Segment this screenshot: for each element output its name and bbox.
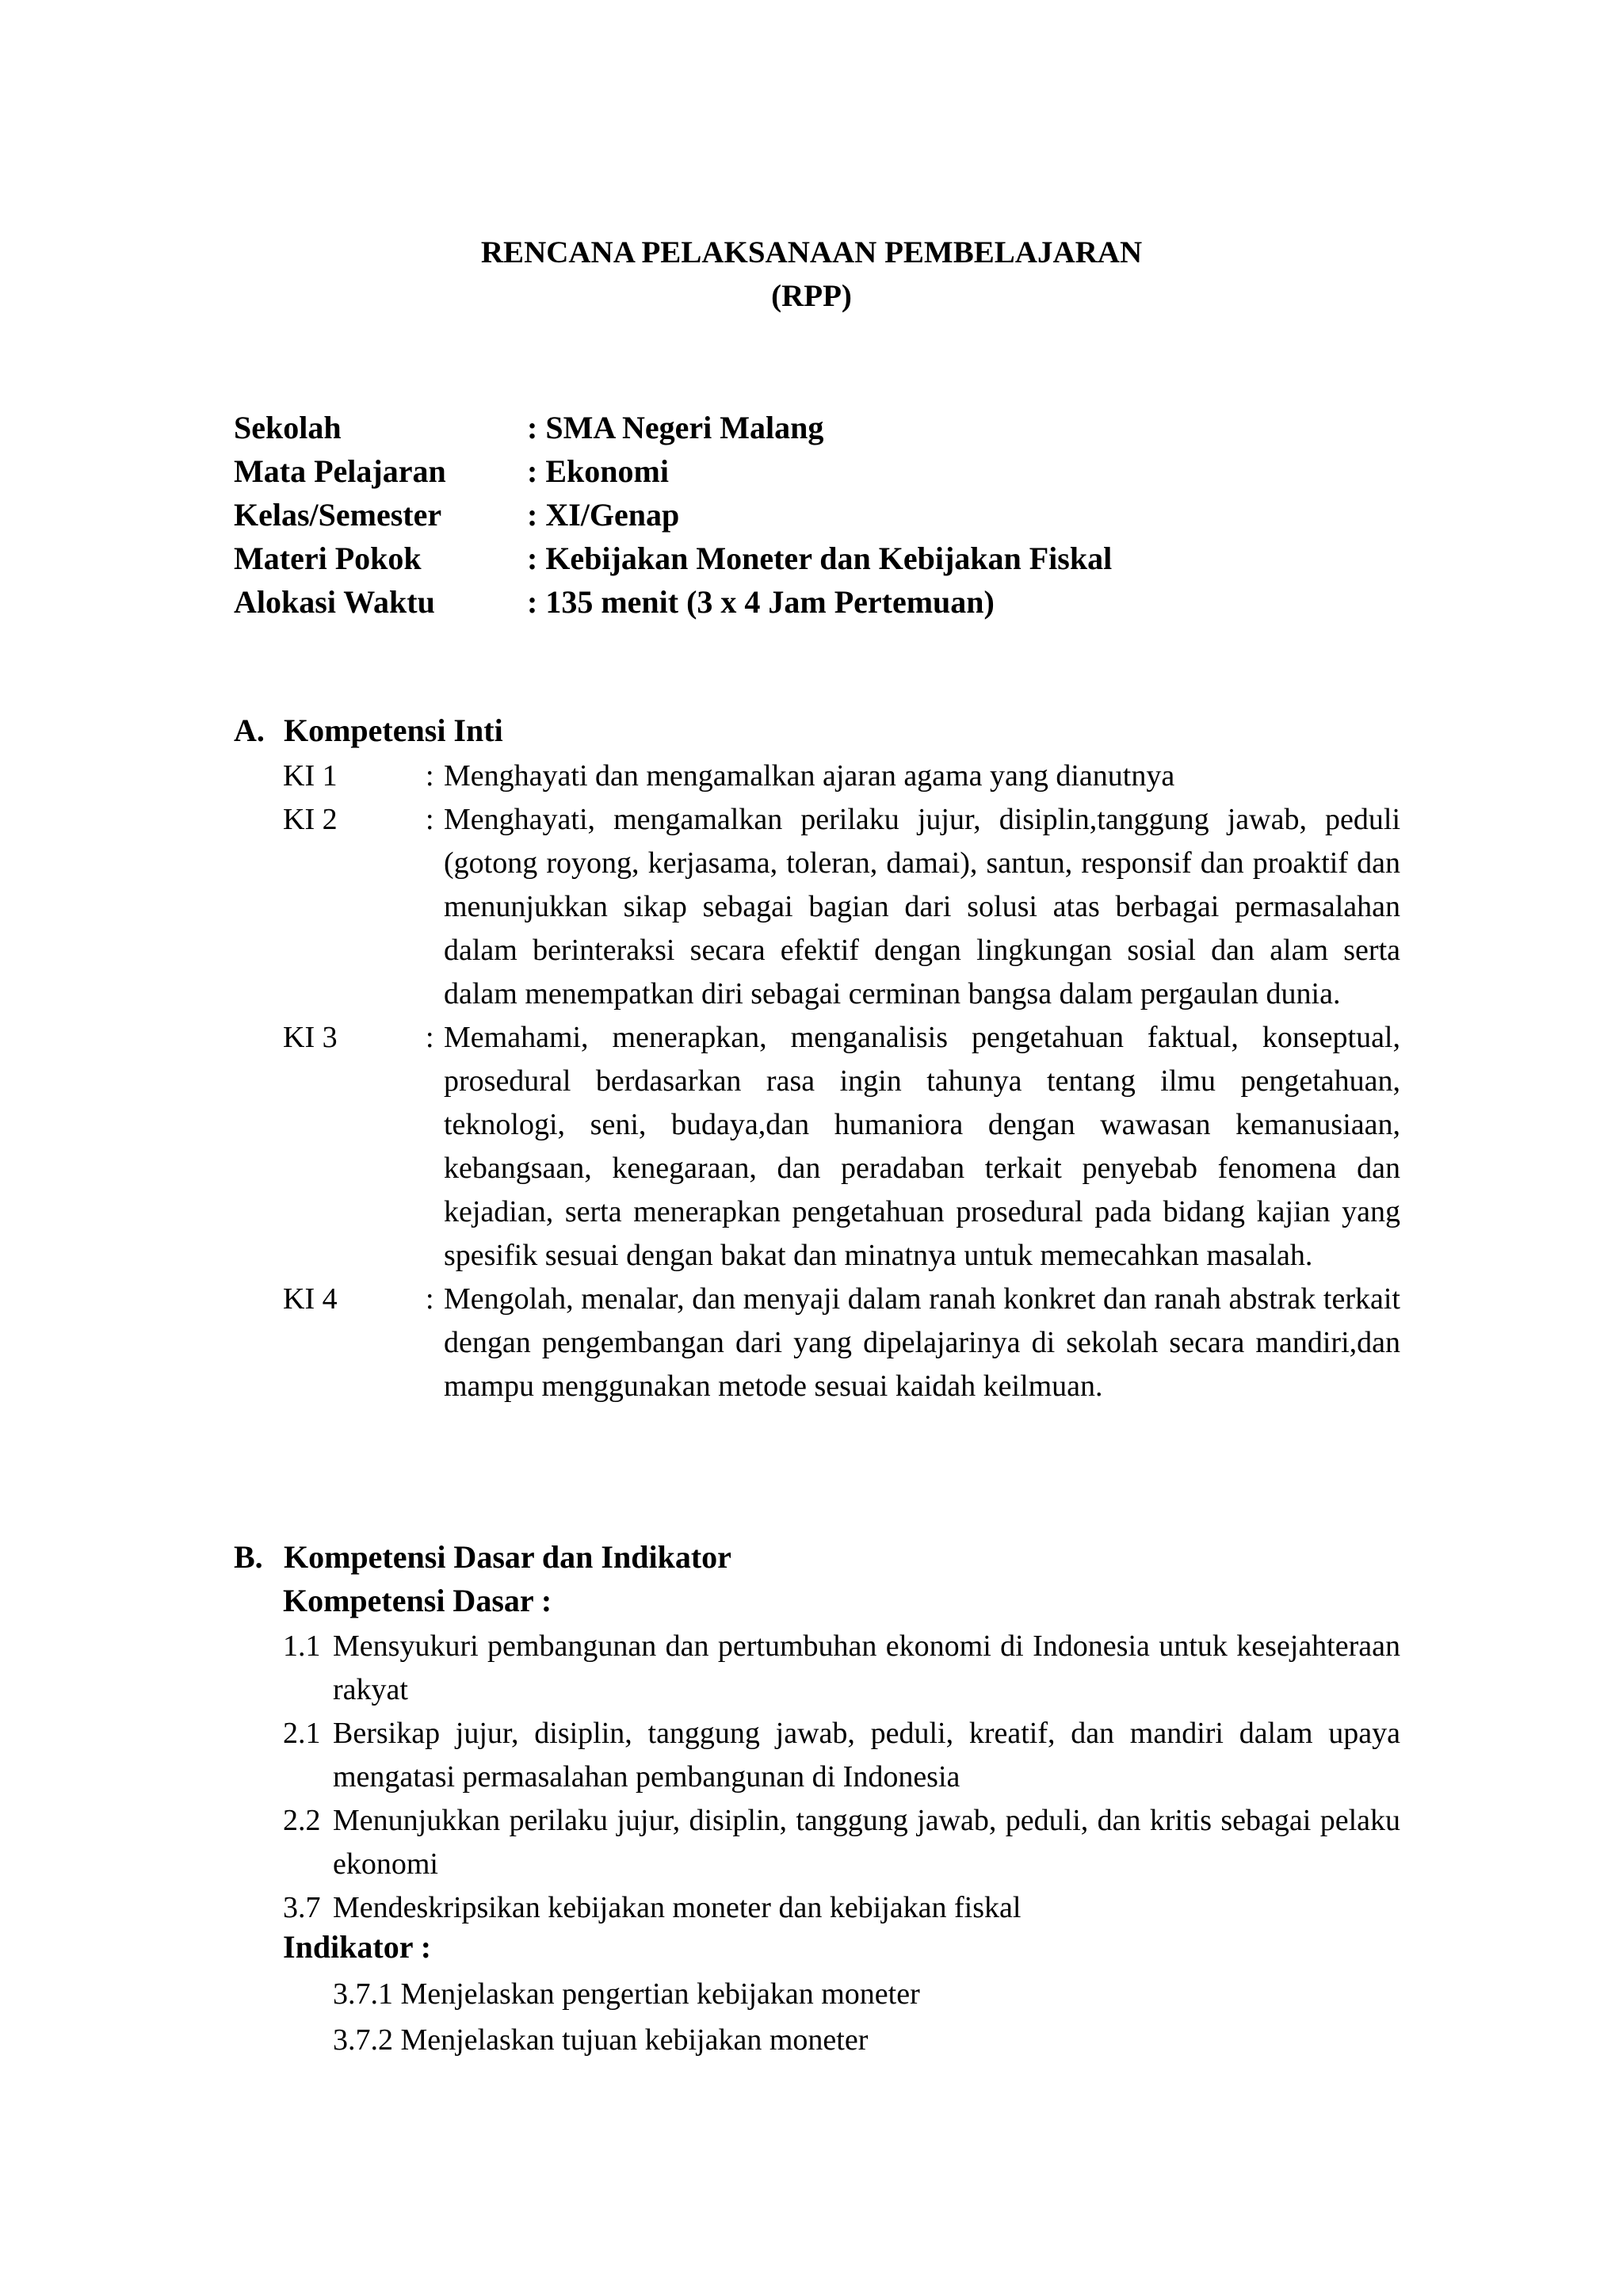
identity-table: [234, 408, 1423, 626]
ki-label: KI 4: [283, 1282, 338, 1316]
ki-colon: :: [426, 1021, 434, 1054]
section-b-heading: [234, 1538, 731, 1577]
indikator-list: [333, 1971, 1395, 2063]
document-title: RENCANA PELAKSANAAN PEMBELAJARAN: [480, 235, 1143, 269]
kd-text: Bersikap jujur, disiplin, tanggung jawab, peduli, kreatif, dan mandiri dalam upaya mengatasi permasalahan pembangunan di Indonesia: [333, 1717, 1400, 1794]
kd-text: Mendeskripsikan kebijakan moneter dan kebijakan fiskal: [333, 1891, 1022, 1924]
kd-item: [283, 1799, 1400, 1886]
info-value: : Kebijakan Moneter dan Kebijakan Fiskal: [527, 541, 1113, 576]
info-row-alokasi-waktu: [234, 583, 1423, 626]
info-label: Materi Pokok: [234, 541, 422, 576]
section-letter: A.: [234, 712, 265, 748]
kd-number: 3.7: [283, 1891, 321, 1924]
ki-colon: :: [426, 803, 434, 836]
kd-item: [283, 1886, 1400, 1930]
info-label: Mata Pelajaran: [234, 453, 446, 489]
info-label: Sekolah: [234, 410, 342, 445]
ki-text: Menghayati dan mengamalkan ajaran agama yang dianutnya: [444, 759, 1175, 793]
ki-colon: :: [426, 1282, 434, 1316]
info-value: : SMA Negeri Malang: [527, 410, 824, 445]
document-subtitle: (RPP): [771, 279, 852, 313]
kompetensi-dasar-heading: Kompetensi Dasar :: [283, 1583, 552, 1618]
kd-number: 2.2: [283, 1804, 321, 1837]
kd-number: 1.1: [283, 1629, 321, 1663]
kd-number: 2.1: [283, 1717, 321, 1750]
indikator-heading: Indikator :: [283, 1929, 432, 1965]
info-row-materi-pokok: [234, 539, 1423, 583]
info-row-mata-pelajaran: [234, 452, 1423, 495]
indikator-item: 3.7.1 Menjelaskan pengertian kebijakan moneter: [333, 1977, 920, 2011]
kd-text: Menunjukkan perilaku jujur, disiplin, tanggung jawab, peduli, dan kritis sebagai pelaku ekonomi: [333, 1804, 1400, 1881]
kd-item: [283, 1625, 1400, 1712]
ki-label: KI 1: [283, 759, 338, 793]
indikator-item: 3.7.2 Menjelaskan tujuan kebijakan moneter: [333, 2023, 869, 2057]
info-value: : XI/Genap: [527, 497, 680, 533]
ki-text: Mengolah, menalar, dan menyaji dalam ranah konkret dan ranah abstrak terkait dengan pengembangan dari yang dipelajarinya di sekolah secara mandiri,dan mampu menggunakan metode sesuai kaidah keilmuan.: [444, 1282, 1400, 1403]
kompetensi-inti-list: [283, 755, 1400, 1408]
ki-item: [283, 1278, 1400, 1408]
ki-item: [283, 798, 1400, 1016]
info-label: Kelas/Semester: [234, 497, 442, 533]
section-title: Kompetensi Inti: [284, 712, 503, 748]
info-value: : Ekonomi: [527, 453, 669, 489]
ki-label: KI 3: [283, 1021, 338, 1054]
kompetensi-dasar-list: [283, 1625, 1400, 1930]
ki-colon: :: [426, 759, 434, 793]
section-title: Kompetensi Dasar dan Indikator: [284, 1539, 731, 1575]
ki-item: [283, 755, 1400, 798]
info-row-sekolah: [234, 408, 1423, 452]
info-row-kelas-semester: [234, 495, 1423, 539]
ki-label: KI 2: [283, 803, 338, 836]
info-label: Alokasi Waktu: [234, 584, 435, 620]
ki-text: Menghayati, mengamalkan perilaku jujur, disiplin,tanggung jawab, peduli (gotong royong, kerjasama, toleran, damai), santun, responsif dan proaktif dan menunjukkan sikap sebagai bagian dari solusi atas berbagai permasalahan dalam berinteraksi secara efektif dengan lingkungan sosial dan alam serta dalam menempatkan diri sebagai cerminan bangsa dalam pergaulan dunia.: [444, 803, 1400, 1010]
kd-item: [283, 1712, 1400, 1799]
section-a-heading: [234, 711, 503, 751]
ki-text: Memahami, menerapkan, menganalisis pengetahuan faktual, konseptual, prosedural berdasarkan rasa ingin tahunya tentang ilmu pengetahuan, teknologi, seni, budaya,dan humaniora dengan wawasan kemanusiaan, kebangsaan, kenegaraan, dan peradaban terkait penyebab fenomena dan kejadian, serta menerapkan pengetahuan prosedural pada bidang kajian yang spesifik sesuai dengan bakat dan minatnya untuk memecahkan masalah.: [444, 1021, 1400, 1272]
info-value: : 135 menit (3 x 4 Jam Pertemuan): [527, 584, 995, 620]
section-letter: B.: [234, 1539, 263, 1575]
kd-text: Mensyukuri pembangunan dan pertumbuhan ekonomi di Indonesia untuk kesejahteraan rakyat: [333, 1629, 1400, 1706]
ki-item: [283, 1016, 1400, 1278]
